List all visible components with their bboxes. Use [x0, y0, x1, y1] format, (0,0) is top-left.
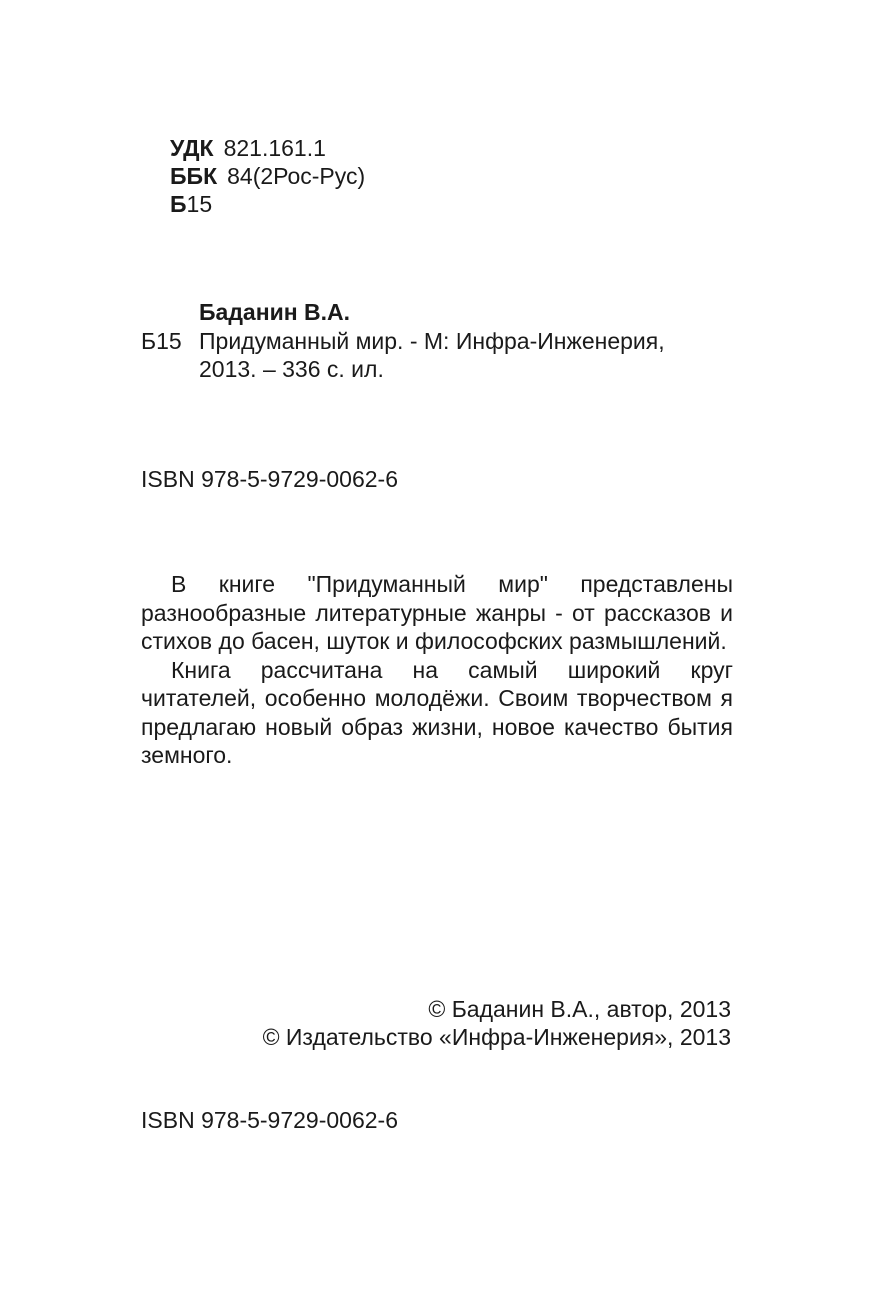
record-author: Баданин В.А.	[199, 299, 351, 325]
bbk-label: ББК	[170, 163, 218, 189]
annotation-paragraph-1: В книге "Придуманный мир" представлены разнообразные литературные жанры - от рассказов и стихов до басен, шуток и философских размышлений.	[141, 571, 733, 654]
cutter-row	[170, 191, 212, 218]
copyright-publisher: © Издательство «Инфра-Инженерия», 2013	[262, 1024, 731, 1050]
isbn-bottom: ISBN 978-5-9729-0062-6	[141, 1107, 398, 1133]
copyright-author: © Баданин В.А., автор, 2013	[428, 996, 731, 1022]
annotation	[141, 570, 733, 770]
record-title-line: Придуманный мир. - М: Инфра-Инженерия,	[199, 328, 665, 354]
annotation-paragraph-2: Книга рассчитана на самый широкий круг читателей, особенно молодёжи. Своим творчеством я предлагаю новый образ жизни, новое качество бытия земного.	[141, 656, 733, 768]
udk-label: УДК	[170, 135, 214, 161]
udk-value: 821.161.1	[223, 135, 326, 161]
isbn-top: ISBN 978-5-9729-0062-6	[141, 466, 398, 492]
udk-row	[170, 135, 326, 162]
record-cutter: Б15	[141, 328, 182, 354]
cutter-letter: Б	[170, 191, 187, 217]
cutter-number: 15	[186, 191, 213, 217]
record-imprint-line: 2013. – 336 с. ил.	[199, 356, 384, 382]
bbk-value: 84(2Рос-Рус)	[227, 163, 366, 189]
bbk-row	[170, 163, 365, 190]
